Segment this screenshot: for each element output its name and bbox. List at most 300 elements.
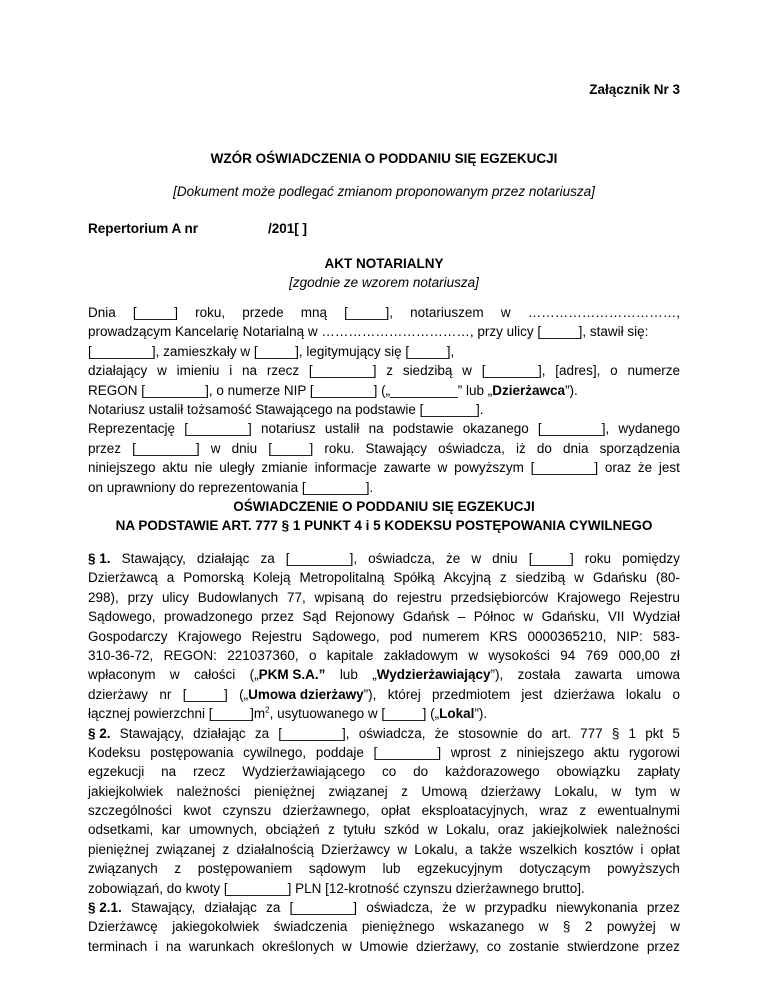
akt-title: AKT NOTARIALNY bbox=[324, 256, 444, 271]
word: oświadcza, bbox=[368, 551, 435, 566]
intro-line-5 bbox=[88, 381, 680, 400]
word: [________], bbox=[285, 551, 358, 566]
word: także bbox=[479, 841, 513, 857]
para21-line-3 bbox=[88, 937, 680, 956]
word: KRS bbox=[489, 628, 518, 644]
word: 2 bbox=[584, 919, 593, 935]
word: oświadcza, bbox=[358, 725, 426, 741]
word: Rejonowy bbox=[335, 609, 395, 625]
word: co bbox=[382, 764, 397, 780]
para1-line-1 bbox=[88, 549, 680, 568]
word: („ bbox=[239, 686, 249, 702]
word: w bbox=[500, 305, 511, 320]
word: Pomorską bbox=[183, 570, 245, 586]
word: kosztów bbox=[584, 841, 634, 857]
word: w bbox=[157, 363, 167, 379]
word: stosownie bbox=[458, 725, 519, 741]
word: przez bbox=[646, 938, 680, 954]
word: jakiejkolwiek bbox=[532, 822, 608, 838]
word: w bbox=[341, 938, 352, 954]
word: w bbox=[397, 841, 408, 857]
umowa-term: Umowa dzierżawy bbox=[248, 686, 364, 702]
word: kwot bbox=[183, 803, 212, 819]
intro-block bbox=[88, 303, 680, 497]
word: 5 bbox=[672, 725, 680, 741]
para1-line-6 bbox=[88, 646, 680, 665]
word: z bbox=[328, 822, 335, 838]
word: uległy bbox=[219, 460, 255, 476]
word: szczególności bbox=[88, 803, 173, 819]
word: postępowania bbox=[150, 744, 234, 760]
word: mną bbox=[300, 305, 327, 320]
word: 769 bbox=[585, 647, 609, 663]
word: Budowlanych bbox=[197, 589, 279, 605]
word: czynszu bbox=[222, 803, 272, 819]
word: w bbox=[538, 919, 549, 935]
word: Rejestru bbox=[629, 589, 680, 605]
word: do bbox=[536, 440, 552, 456]
word: pieniężnej bbox=[253, 783, 315, 799]
word: [________] bbox=[530, 460, 599, 476]
word: za bbox=[266, 900, 281, 916]
notary-remark: [Dokument może podlegać zmianom proponowanym przez notariusza] bbox=[173, 184, 595, 199]
word: [________] bbox=[184, 421, 252, 437]
word: przez bbox=[261, 609, 295, 625]
word: świadczenia bbox=[273, 919, 348, 935]
word: podstawie bbox=[392, 421, 454, 437]
word: Gdańsku, bbox=[541, 609, 600, 625]
word: działając bbox=[193, 725, 246, 741]
word: § bbox=[562, 919, 571, 935]
word: Lokalu, bbox=[414, 841, 458, 857]
word: w bbox=[465, 900, 476, 916]
word: Dzierżawcy bbox=[321, 841, 391, 857]
word: prowadzonego bbox=[164, 609, 253, 625]
word: Wydział bbox=[632, 609, 680, 625]
word: umowa bbox=[636, 667, 680, 683]
word: działając bbox=[196, 551, 250, 566]
word: informacje bbox=[314, 460, 377, 476]
word: umownych, bbox=[188, 822, 258, 838]
word: wydanego bbox=[618, 421, 680, 437]
word: 221037360, bbox=[227, 647, 299, 663]
word: nie bbox=[194, 460, 213, 476]
word: sporządzenia bbox=[599, 440, 680, 456]
word: w bbox=[574, 570, 584, 586]
word: REGON: bbox=[163, 647, 217, 663]
word: zakładowym bbox=[383, 647, 458, 663]
word: siedzibą bbox=[515, 570, 566, 586]
word: ustalił bbox=[324, 421, 360, 437]
word: przez bbox=[646, 900, 680, 916]
word: jakiegokolwiek bbox=[172, 919, 260, 935]
word: iż bbox=[516, 440, 526, 456]
word: numerem bbox=[422, 628, 480, 644]
word: zawarte bbox=[383, 460, 431, 476]
word: Umową bbox=[421, 783, 468, 799]
word: której bbox=[387, 686, 421, 702]
word: przedsiębiorców bbox=[450, 589, 549, 605]
word: „ bbox=[372, 667, 377, 683]
intro-line-8 bbox=[88, 439, 680, 458]
word: obowiązku bbox=[556, 764, 621, 780]
section-heading-1: OŚWIADCZENIE O PODDANIU SIĘ EGZEKUCJI bbox=[233, 499, 535, 514]
word: ”), bbox=[490, 667, 504, 683]
word: 94 bbox=[560, 647, 576, 663]
word: art. bbox=[551, 725, 571, 741]
word: na bbox=[165, 938, 181, 954]
para1-line-3 bbox=[88, 588, 680, 607]
word: pod bbox=[389, 628, 413, 644]
akt-remark: [zgodnie ze wzorem notariusza] bbox=[289, 275, 479, 290]
word: w bbox=[523, 609, 534, 625]
word: sądowym bbox=[308, 861, 366, 877]
word: pieniężnego bbox=[361, 919, 435, 935]
word: działając bbox=[204, 900, 257, 916]
word: [________] bbox=[132, 440, 200, 456]
word: egzekucji bbox=[88, 764, 145, 780]
intro-line-1 bbox=[88, 303, 680, 322]
word: za bbox=[260, 551, 275, 566]
word: 1 bbox=[628, 725, 637, 741]
word: wprost bbox=[450, 744, 491, 760]
word: szkód bbox=[384, 822, 420, 838]
word: lokalu bbox=[625, 686, 662, 702]
word-group bbox=[372, 665, 503, 684]
word: oraz bbox=[604, 460, 632, 476]
word: [_____] bbox=[528, 551, 574, 566]
word: ulicy bbox=[161, 589, 189, 605]
word: roku bbox=[584, 551, 612, 566]
word: pieniężnej bbox=[88, 841, 149, 857]
word: w bbox=[210, 440, 221, 456]
word: działalnością bbox=[236, 841, 314, 857]
word: 583- bbox=[652, 628, 680, 644]
word: [________] bbox=[289, 900, 358, 916]
body-block bbox=[88, 549, 680, 956]
pkm-term: PKM S.A.” bbox=[258, 667, 326, 683]
word: i bbox=[229, 363, 233, 379]
word: pomiędzy bbox=[622, 551, 680, 566]
para21-line-1 bbox=[88, 898, 680, 917]
para2-line-2 bbox=[88, 743, 680, 762]
word: i bbox=[155, 938, 159, 954]
word: Stawający, bbox=[130, 900, 196, 916]
word: rzecz bbox=[266, 363, 300, 379]
word: przy bbox=[127, 589, 154, 605]
word: o bbox=[610, 363, 618, 379]
word: 298), bbox=[88, 589, 119, 605]
word: lub bbox=[339, 667, 358, 683]
word: za bbox=[254, 725, 270, 741]
word: z bbox=[174, 861, 182, 877]
word: roku, bbox=[195, 305, 226, 320]
word: § bbox=[611, 725, 620, 741]
word: NIP: bbox=[616, 628, 643, 644]
word: [adres], bbox=[555, 363, 601, 379]
word: dzierżawnego, bbox=[282, 803, 370, 819]
word: oraz bbox=[497, 822, 525, 838]
word: Wydzierżawiającego bbox=[242, 764, 366, 780]
annex-label: Załącznik Nr 3 bbox=[589, 82, 680, 97]
intro-line-6: Notariusz ustalił tożsamość Stawającego na podstawie [_______]. bbox=[88, 401, 484, 417]
word: zł bbox=[670, 647, 680, 663]
word: co bbox=[486, 938, 501, 954]
word: wskazanego bbox=[449, 919, 525, 935]
word: w bbox=[468, 647, 479, 663]
word: w bbox=[471, 551, 482, 566]
word: 777 bbox=[580, 725, 603, 741]
word: dzierżawa bbox=[553, 686, 615, 702]
word: Krajowego bbox=[177, 628, 242, 644]
word: o bbox=[672, 686, 680, 702]
word: [________], bbox=[278, 725, 350, 741]
word: przedmiotem bbox=[432, 686, 511, 702]
word: każdorazowego bbox=[445, 764, 540, 780]
para1-line-2 bbox=[88, 568, 680, 587]
para1-number: § 1. bbox=[88, 551, 111, 566]
word: („ bbox=[249, 667, 259, 683]
word: – bbox=[457, 609, 466, 625]
word: dotyczącym bbox=[519, 861, 591, 877]
word: na bbox=[368, 421, 384, 437]
para1-line-7 bbox=[88, 665, 680, 684]
word: powyższym bbox=[454, 460, 524, 476]
word: roku. bbox=[324, 440, 355, 456]
word: [_____], bbox=[344, 305, 393, 320]
repertorium-label: Repertorium A nr bbox=[88, 221, 199, 236]
word: dniu bbox=[492, 551, 518, 566]
word: do bbox=[527, 725, 543, 741]
word: o bbox=[308, 647, 317, 663]
word: notariusz bbox=[260, 421, 316, 437]
word: zawarta bbox=[574, 667, 623, 683]
word: lub bbox=[382, 861, 401, 877]
para1-line-9: łącznej powierzchni $[\_\_\_\_\_]m^2$, usytuowanego w [_____] („Lokal”). bbox=[88, 705, 488, 722]
word: Gdańsk bbox=[402, 609, 450, 625]
intro-line-4 bbox=[88, 361, 680, 380]
word: przede bbox=[242, 305, 284, 320]
para1-line-4 bbox=[88, 607, 680, 626]
word: rygorowi bbox=[628, 744, 680, 760]
intro-l5c: ”). bbox=[565, 382, 578, 398]
word: jakiejkolwiek bbox=[88, 783, 164, 799]
word: notariuszem bbox=[410, 305, 484, 320]
word: z bbox=[386, 363, 394, 379]
word: w bbox=[462, 363, 472, 379]
word-group bbox=[239, 685, 376, 704]
word: Kodeksu bbox=[88, 744, 141, 760]
word: egzekucyjnym bbox=[417, 861, 503, 877]
word: do bbox=[372, 589, 388, 605]
word: z bbox=[500, 744, 507, 760]
word: Reprezentację bbox=[88, 421, 176, 437]
word: Akcyjną bbox=[443, 570, 491, 586]
word: Lokalu, bbox=[445, 822, 490, 838]
word: Stawający, bbox=[121, 551, 186, 566]
word: na bbox=[242, 363, 258, 379]
word: ewentualnymi bbox=[597, 803, 680, 819]
word: całości bbox=[194, 667, 236, 683]
para1-line-5 bbox=[88, 627, 680, 646]
word: rejestru bbox=[396, 589, 442, 605]
word: zostanie bbox=[508, 938, 560, 954]
word: jest bbox=[658, 460, 680, 476]
word: VII bbox=[607, 609, 625, 625]
para21-number: § 2.1. bbox=[88, 900, 122, 916]
word: Sąd bbox=[302, 609, 327, 625]
word: Spółką bbox=[393, 570, 435, 586]
word: odsetkami, bbox=[88, 822, 154, 838]
word: w bbox=[169, 667, 180, 683]
word: jest bbox=[521, 686, 543, 702]
word: niniejszego bbox=[88, 460, 156, 476]
word: dzierżawy bbox=[88, 686, 149, 702]
word: Stawający, bbox=[119, 725, 184, 741]
word: oświadcza, bbox=[438, 440, 505, 456]
word: oświadcza, bbox=[366, 900, 434, 916]
word: działający bbox=[88, 363, 148, 379]
word: z bbox=[579, 803, 587, 819]
word: zmianie bbox=[261, 460, 308, 476]
word: siedzibą bbox=[402, 363, 453, 379]
para21-line-2 bbox=[88, 917, 680, 936]
word: [_____] bbox=[182, 686, 228, 702]
word: Północ bbox=[473, 609, 515, 625]
word: [_____] bbox=[132, 305, 178, 320]
word: zapłaty bbox=[637, 764, 680, 780]
word: do bbox=[413, 764, 429, 780]
word: numerze bbox=[627, 363, 680, 379]
word: [________] bbox=[373, 744, 442, 760]
word: związanej bbox=[156, 841, 216, 857]
word: 0000365210, bbox=[527, 628, 607, 644]
para2-line-7 bbox=[88, 840, 680, 859]
word: i bbox=[640, 841, 644, 857]
word: w bbox=[670, 783, 680, 799]
word: z bbox=[401, 783, 408, 799]
word: przypadku bbox=[484, 900, 547, 916]
word: Rejestru bbox=[251, 628, 302, 644]
word: Sądowego, bbox=[88, 609, 156, 625]
word: aktu bbox=[593, 744, 620, 760]
word: wszelkich bbox=[519, 841, 578, 857]
word: z bbox=[222, 841, 230, 857]
word: związanych bbox=[88, 861, 158, 877]
para2-line-1 bbox=[88, 724, 680, 743]
intro-line-9 bbox=[88, 458, 680, 477]
para2-line-9: zobowiązań, do kwoty [________] PLN [12-krotność czynszu dzierżawnego brutto]. bbox=[88, 880, 585, 896]
para2-line-3 bbox=[88, 762, 680, 781]
word: aktu bbox=[162, 460, 188, 476]
word: 310-36-72, bbox=[88, 647, 154, 663]
word: Dzierżawcą bbox=[88, 570, 158, 586]
word: na bbox=[161, 764, 177, 780]
word: że bbox=[637, 460, 653, 476]
word: wpłaconym bbox=[88, 667, 156, 683]
word: imieniu bbox=[176, 363, 220, 379]
word: Gdańsku bbox=[592, 570, 647, 586]
para2-line-6 bbox=[88, 820, 680, 839]
word: a bbox=[465, 841, 473, 857]
word: Stawający bbox=[365, 440, 428, 456]
word: przez bbox=[88, 440, 122, 456]
word: Gospodarczy bbox=[88, 628, 168, 644]
word: eksploatacyjnych, bbox=[421, 803, 529, 819]
word: określonych bbox=[261, 938, 335, 954]
word: Krajowego bbox=[556, 589, 621, 605]
word: [_____] bbox=[268, 440, 314, 456]
para2-line-8 bbox=[88, 859, 680, 878]
word: że bbox=[446, 551, 461, 566]
word: rzecz bbox=[193, 764, 226, 780]
word: 000,00 bbox=[618, 647, 660, 663]
word: nr bbox=[159, 686, 172, 702]
word: tym bbox=[634, 783, 657, 799]
word: z bbox=[499, 570, 507, 586]
word: dnia bbox=[562, 440, 589, 456]
word: Dnia bbox=[88, 305, 116, 320]
word: postępowaniem bbox=[197, 861, 293, 877]
document-title: WZÓR OŚWIADCZENIA O PODDANIU SIĘ EGZEKUCJI bbox=[210, 151, 558, 166]
word: kapitale bbox=[326, 647, 374, 663]
word: dniu bbox=[231, 440, 258, 456]
word: warunkach bbox=[188, 938, 255, 954]
word: dzierżawy bbox=[480, 783, 541, 799]
word: tytułu bbox=[343, 822, 376, 838]
word: ……………………………, bbox=[527, 305, 680, 320]
word: terminach bbox=[88, 938, 148, 954]
word: 77, bbox=[286, 589, 306, 605]
word: ”), bbox=[363, 686, 377, 702]
word: w bbox=[437, 460, 448, 476]
word: obciążeń bbox=[265, 822, 320, 838]
word: wraz bbox=[539, 803, 568, 819]
word: związanej bbox=[328, 783, 388, 799]
word: [_______], bbox=[481, 363, 546, 379]
word: Koleją bbox=[253, 570, 291, 586]
section-heading-2: NA PODSTAWIE ART. 777 § 1 PUNKT 4 i 5 KODEKSU POSTĘPOWANIA CYWILNEGO bbox=[115, 518, 653, 533]
word: Metropolitalną bbox=[299, 570, 385, 586]
intro-line-10: on uprawniony do reprezentowania [________]. bbox=[88, 479, 374, 495]
intro-line-2: prowadzącym Kancelarię Notarialną w ……………………………, przy ulicy [_____], stawił się: bbox=[88, 324, 649, 340]
word: kar bbox=[161, 822, 181, 838]
word: wpisaną bbox=[314, 589, 365, 605]
word: należności bbox=[176, 783, 241, 799]
para2-line-4 bbox=[88, 782, 680, 801]
word: opłat bbox=[380, 803, 411, 819]
word: powyżej bbox=[606, 919, 656, 935]
word: [________] bbox=[308, 363, 377, 379]
intro-l5a: REGON [________], o numerze NIP [________] („_________” lub „ bbox=[88, 382, 493, 398]
word: należności bbox=[616, 822, 680, 838]
word: poddaje bbox=[315, 744, 364, 760]
word: okazanego bbox=[462, 421, 529, 437]
repertorium-number: /201[ ] bbox=[268, 221, 308, 236]
word: że bbox=[442, 900, 457, 916]
word: Umowie bbox=[359, 938, 409, 954]
word: a bbox=[166, 570, 175, 586]
word: niniejszego bbox=[516, 744, 585, 760]
word: została bbox=[517, 667, 561, 683]
word: [________], bbox=[537, 421, 610, 437]
word: stwierdzone bbox=[566, 938, 639, 954]
word: powyższych bbox=[607, 861, 680, 877]
word: że bbox=[434, 725, 449, 741]
word: cywilnego, bbox=[243, 744, 307, 760]
word: dzierżawy, bbox=[416, 938, 479, 954]
word: pkt bbox=[645, 725, 664, 741]
